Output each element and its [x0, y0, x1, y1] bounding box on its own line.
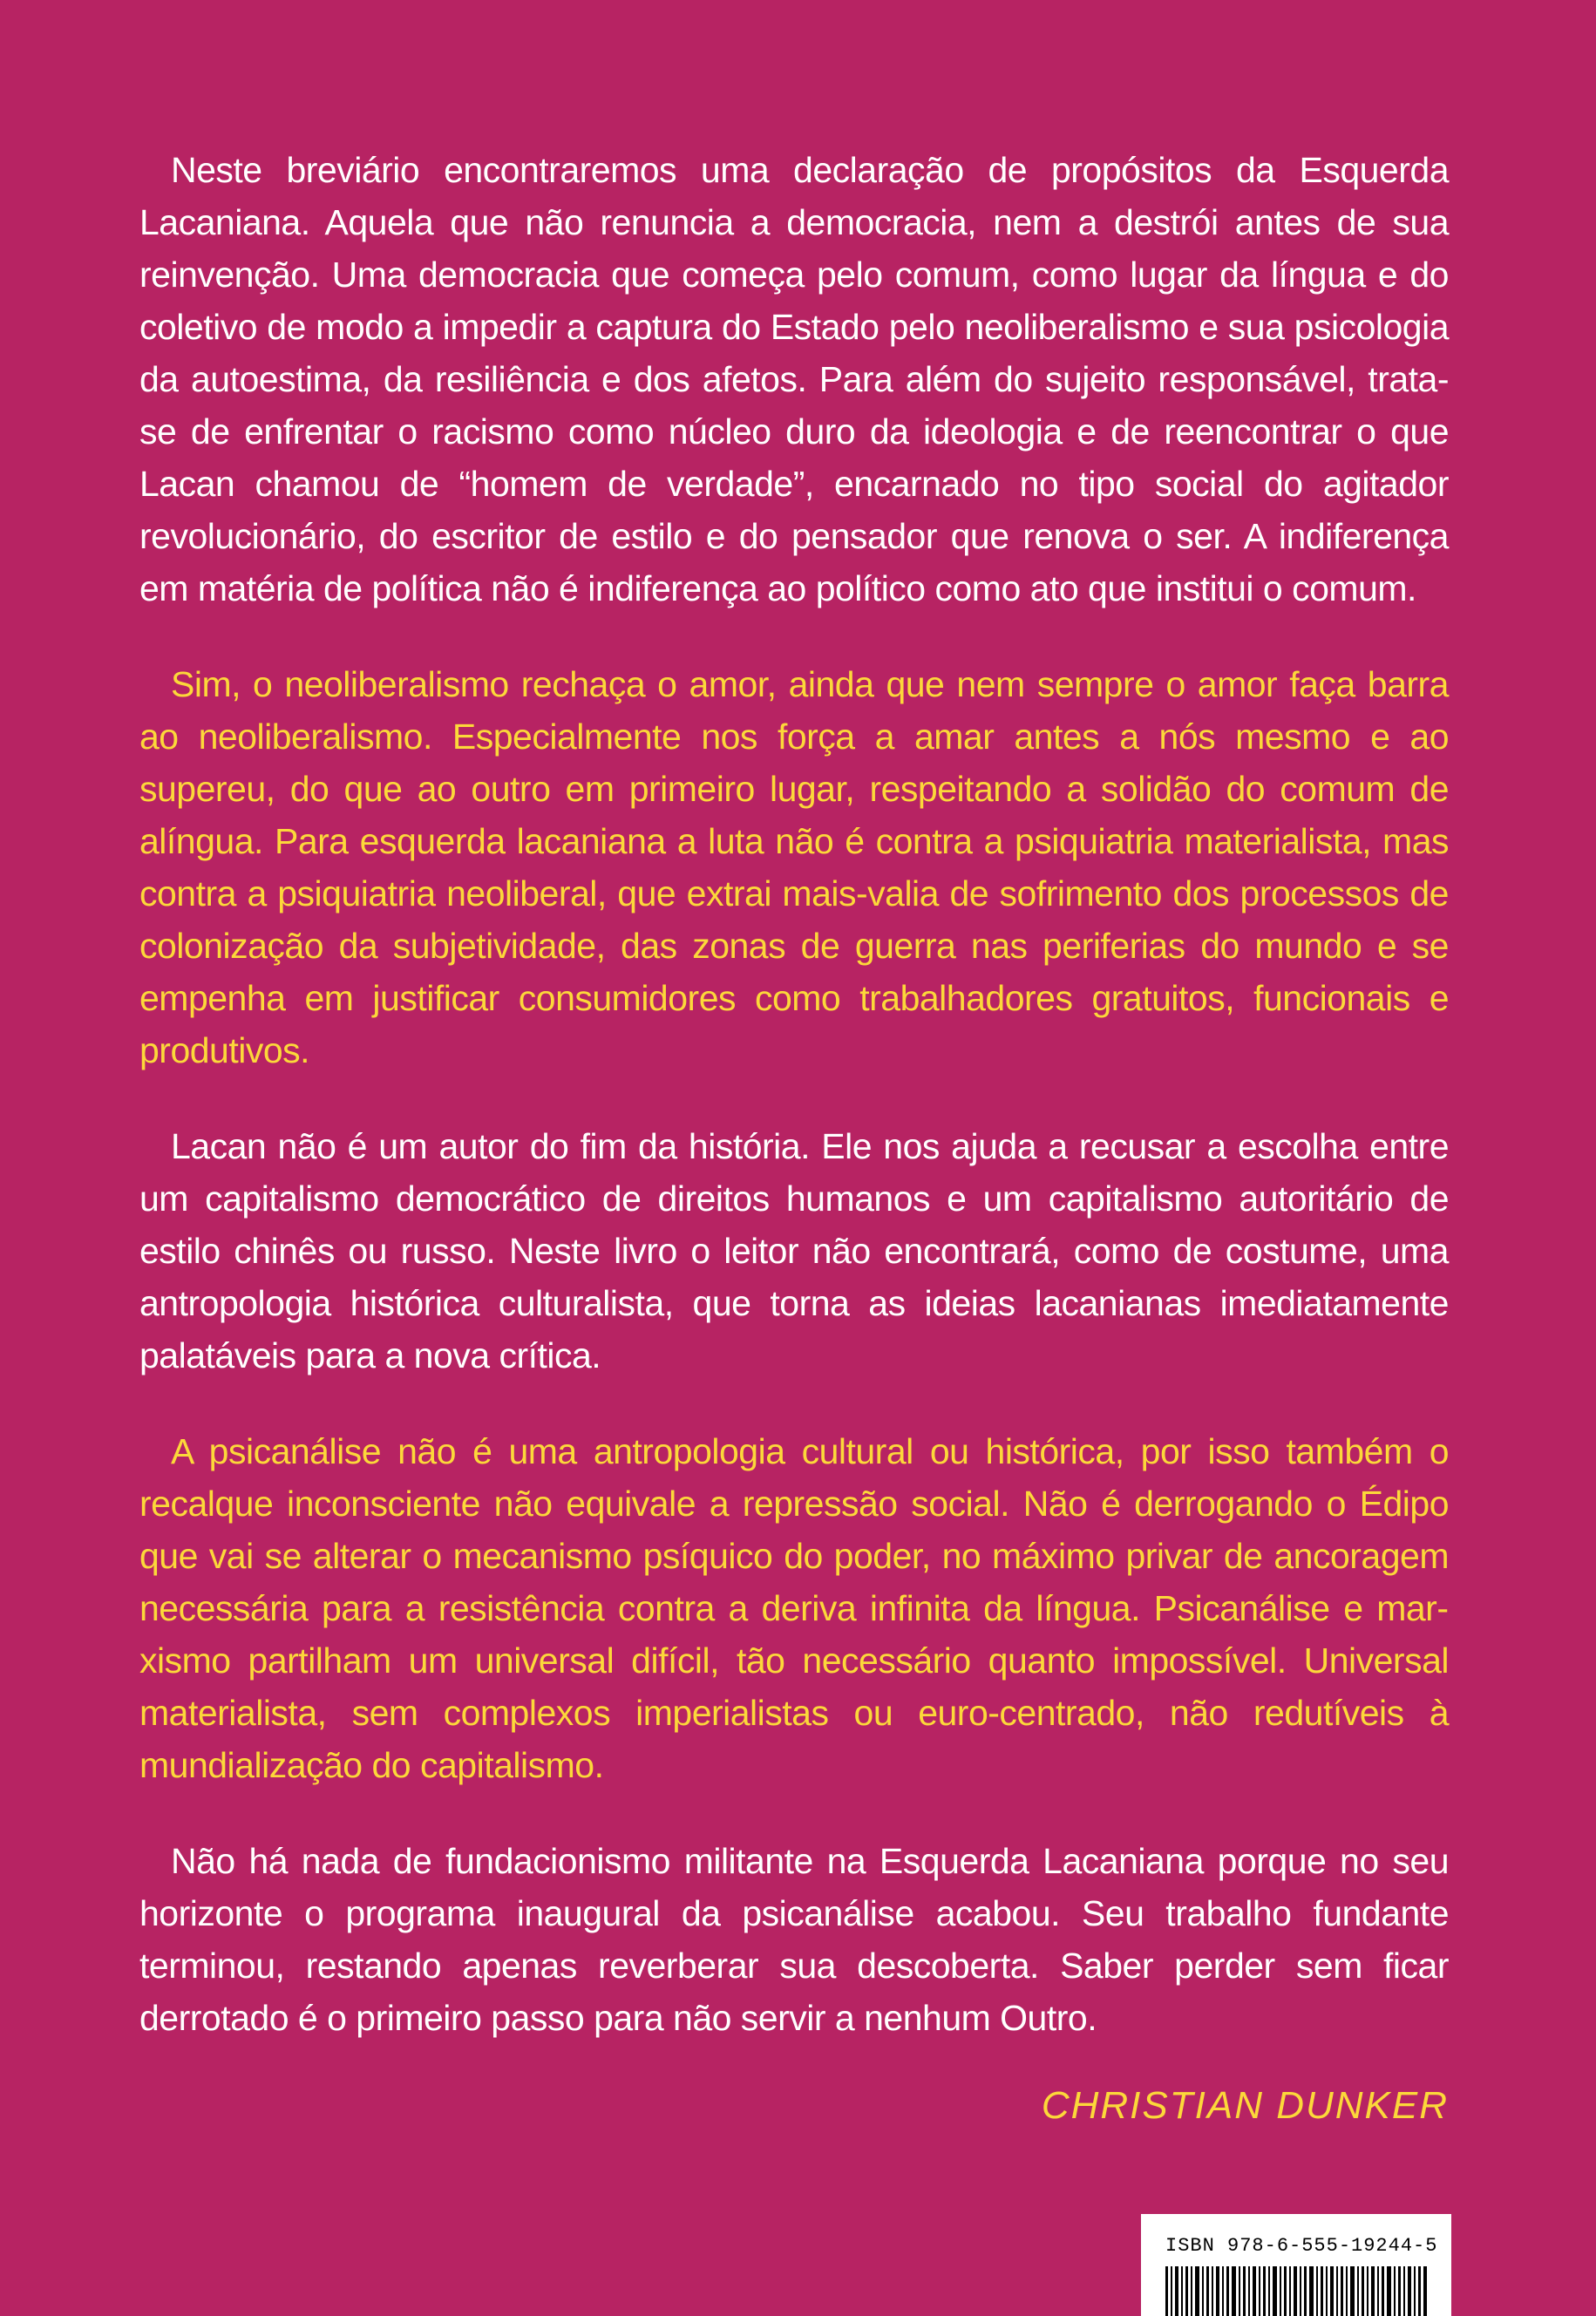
- paragraph-4: A psicanálise não é uma antropologia cultural ou histórica, por isso também o recalque inconsciente não equivale a repressão social. Não é derrogando o Édipo que vai se alterar o mecanismo psíquico do poder, no máximo privar de ancoragem necessária para a resistência contra a deriva infinita da língua. Psicanálise e marxismo partilham um universal difícil, tão necessário quanto impossível. Universal materialista, sem complexos imperialistas ou euro-centrado, não redutíveis à mundialização do capitalismo.: [139, 1431, 1449, 1785]
- isbn-number: ISBN 978-6-555-19244-5: [1165, 2235, 1438, 2257]
- paragraph-5: Não há nada de fundacionismo militante na Esquerda Lacaniana porque no seu horizonte o programa inaugural da psicanálise acabou. Seu trabalho fundante terminou, restando apenas reverberar sua descoberta. Saber perder sem ficar derrotado é o primeiro passo para não servir a nenhum Outro.: [139, 1841, 1449, 2038]
- author-signature: CHRISTIAN DUNKER: [1041, 2084, 1449, 2127]
- barcode-box: [1141, 2214, 1451, 2316]
- paragraph-3: Lacan não é um autor do fim da história. Ele nos ajuda a recusar a escolha entre um capitalismo democrático de direitos humanos e um capitalismo autoritário de estilo chinês ou russo. Neste livro o leitor não encontrará, como de costume, uma antropologia histórica culturalista, que torna as ideias lacanianas imediatamente palatáveis para a nova crítica.: [139, 1126, 1449, 1375]
- back-cover-text: [139, 144, 1449, 2127]
- paragraph-1: Neste breviário encontraremos uma declaração de propósitos da Esquerda Lacaniana. Aquela que não renuncia a democracia, nem a destrói antes de sua reinvenção. Uma democracia que começa pelo comum, como lugar da língua e do coletivo de modo a impedir a captura do Estado pelo neoliberalismo e sua psicologia da autoestima, da resiliência e dos afetos. Para além do sujeito responsável, trata-se de enfrentar o racismo como núcleo duro da ideologia e de reencontrar o que Lacan chamou de “homem de verdade”, encarnado no tipo social do agitador revolucionário, do escritor de estilo e do pensador que renova o ser. A indiferença em matéria de política não é indiferença ao político como ato que institui o comum.: [139, 150, 1449, 608]
- barcode-icon: [1165, 2266, 1427, 2316]
- paragraph-2: Sim, o neoliberalismo rechaça o amor, ainda que nem sempre o amor faça barra ao neoliberalismo. Especialmente nos força a amar antes a nós mesmo e ao supereu, do que ao outro em primeiro lugar, respeitando a solidão do comum de alíngua. Para esquerda lacaniana a luta não é contra a psiquiatria materialista, mas contra a psiquiatria neoliberal, que extrai mais-valia de sofrimento dos processos de colonização da subjetividade, das zonas de guerra nas periferias do mundo e se empenha em justificar consumidores como trabalhadores gratuitos, funcionais e produtivos.: [139, 664, 1449, 1070]
